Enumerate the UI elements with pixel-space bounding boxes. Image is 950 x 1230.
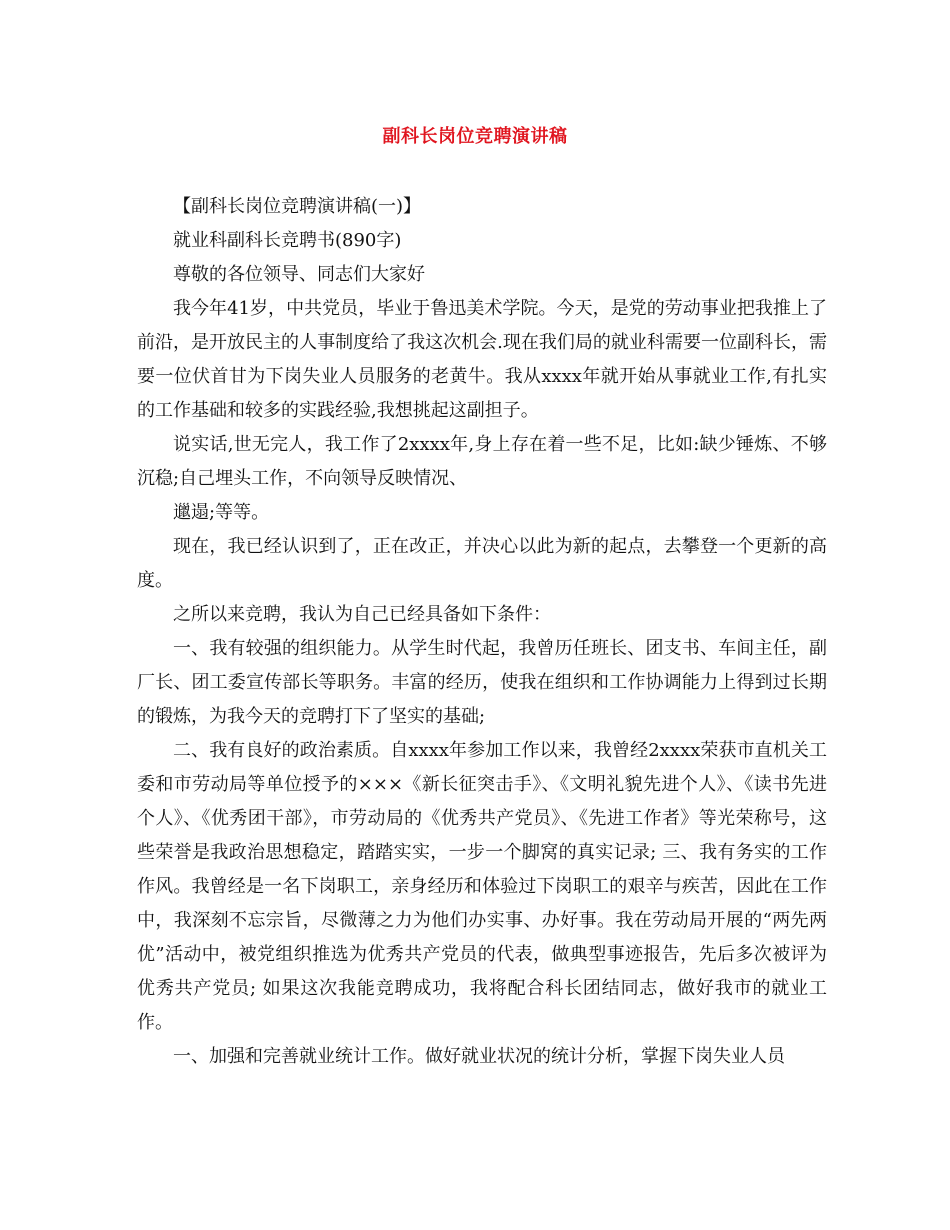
paragraph: 一、加强和完善就业统计工作。做好就业状况的统计分析，掌握下岗失业人员 — [173, 1046, 785, 1067]
paragraph: 尊敬的各位领导、同志们大家好 — [173, 264, 425, 285]
paragraph: 【副科长岗位竞聘演讲稿(一)】 — [173, 196, 422, 217]
document-title: 副科长岗位竞聘演讲稿 — [382, 126, 568, 147]
paragraph: 说实话,世无完人，我工作了2xxxx年,身上存在着一些不足，比如:缺少锤炼、不够沉稳;自己埋头工作，不向领导反映情况、 — [137, 434, 827, 489]
paragraph: 邋遢;等等。 — [173, 502, 270, 523]
paragraph: 现在，我已经认识到了，正在改正，并决心以此为新的起点，去攀登一个更新的高度。 — [137, 536, 827, 591]
paragraph: 之所以来竞聘，我认为自己已经具备如下条件： — [173, 604, 551, 625]
paragraph: 我今年41岁，中共党员，毕业于鲁迅美术学院。今天，是党的劳动事业把我推上了前沿，是开放民主的人事制度给了我这次机会.现在我们局的就业科需要一位副科长，需要一位伏首甘为下岗失业人员服务的老黄牛。我从xxxx年就开始从事就业工作,有扎实的工作基础和较多的实践经验,我想挑起这副担子。 — [137, 298, 827, 421]
paragraph: 一、我有较强的组织能力。从学生时代起，我曾历任班长、团支书、车间主任，副厂长、团工委宣传部长等职务。丰富的经历，使我在组织和工作协调能力上得到过长期的锻炼，为我今天的竞聘打下了坚实的基础; — [137, 638, 827, 727]
paragraph: 二、我有良好的政治素质。自xxxx年参加工作以来，我曾经2xxxx荣获市直机关工委和市劳动局等单位授予的×××《新长征突击手》、《文明礼貌先进个人》、《读书先进个人》、《优秀团干部》，市劳动局的《优秀共产党员》、《先进工作者》等光荣称号，这些荣誉是我政治思想稳定，踏踏实实，一步一个脚窝的真实记录; 三、我有务实的工作作风。我曾经是一名下岗职工，亲身经历和体验过下岗职工的艰辛与疾苦，因此在工作中，我深刻不忘宗旨，尽微薄之力为他们办实事、办好事。我在劳动局开展的“两先两优”活动中，被党组织推选为优秀共产党员的代表，做典型事迹报告，先后多次被评为优秀共产党员; 如果这次我能竞聘成功，我将配合科长团结同志，做好我市的就业工作。 — [137, 740, 827, 1033]
document-body — [137, 190, 827, 1074]
paragraph: 就业科副科长竞聘书(890字) — [173, 230, 402, 251]
